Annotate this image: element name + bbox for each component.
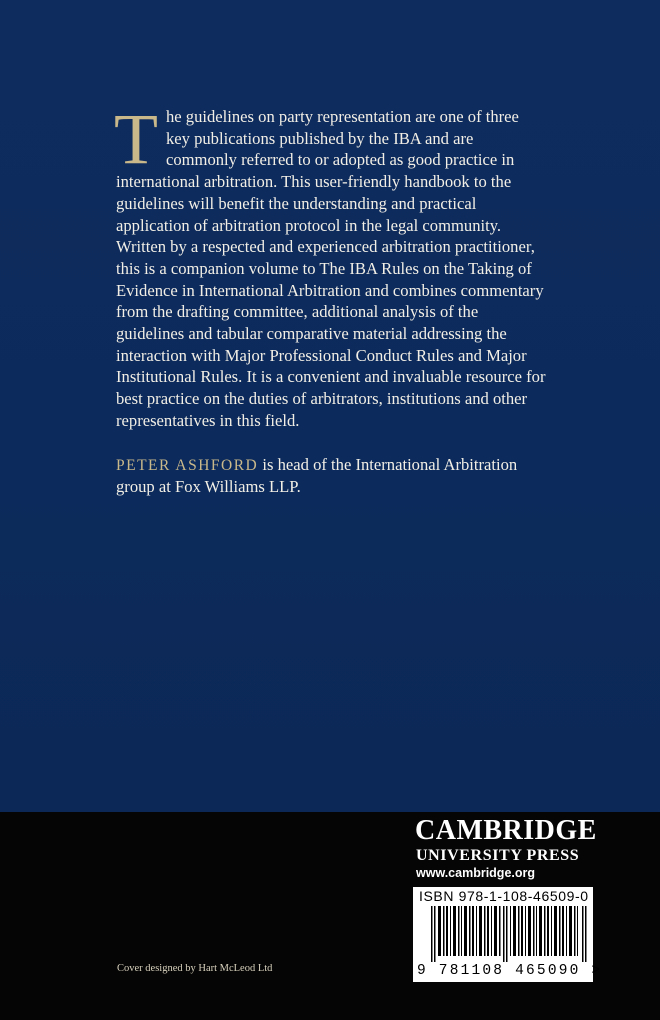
barcode-box xyxy=(413,887,603,982)
publisher-logo-cambridge: CAMBRIDGE xyxy=(415,815,597,846)
author-name: PETER ASHFORD xyxy=(116,456,259,474)
author-bio-text: is head of the International Arbitration group at Fox Williams LLP. xyxy=(116,454,518,497)
back-cover-blurb xyxy=(114,99,546,498)
isbn-label: ISBN 978-1-108-46509-0 xyxy=(419,888,589,904)
blurb-text: he guidelines on party representation are one of three key publications published by the IBA and are commonly referred to or adopted as good practice in international arbitration. This user-friendly handbook to the guidelines will benefit the understanding and practical application of arbitration protocol in the legal community. Written by a respected and experienced arbitration practitioner, this is a companion volume to The IBA Rules on the Taking of Evidence in International Arbitration and combines commentary from the drafting committee, additional analysis of the guidelines and tabular comparative material addressing the interaction with Major Professional Conduct Rules and Major Institutional Rules. It is a convenient and invaluable resource for best practice on the duties of arbitrators, institutions and other representatives in this field. xyxy=(116,107,546,430)
cover-credit: Cover designed by Hart McLeod Ltd xyxy=(117,963,273,974)
publisher-logo-university-press: UNIVERSITY PRESS xyxy=(416,847,580,864)
blurb-paragraph xyxy=(114,99,546,432)
publisher-website: www.cambridge.org xyxy=(416,866,536,880)
ean-digits: 9 781108 465090 > xyxy=(417,963,603,979)
author-bio xyxy=(116,454,546,498)
barcode-icon xyxy=(431,906,589,962)
drop-cap: T xyxy=(114,99,158,179)
